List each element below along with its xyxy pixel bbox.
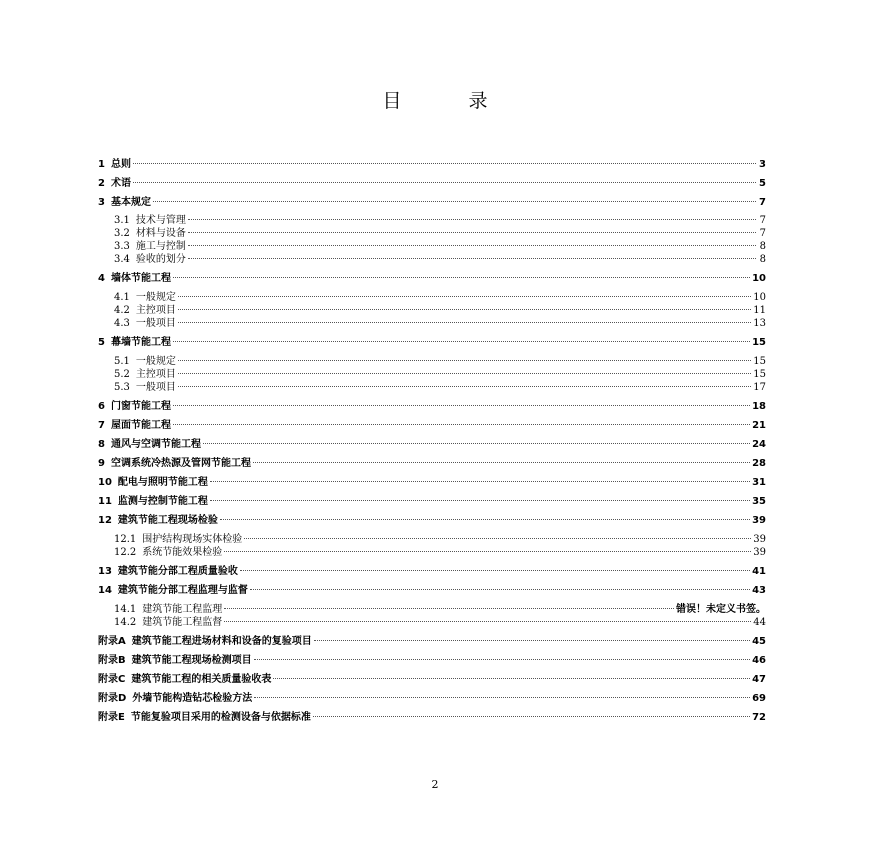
toc-entry[interactable] (98, 381, 766, 394)
toc-entry-number: 4 (98, 273, 105, 284)
dot-leader (254, 696, 750, 698)
toc-entry-label: 施工与控制 (135, 241, 186, 252)
dot-leader (178, 385, 751, 387)
toc-entry[interactable] (98, 533, 766, 546)
dot-leader (178, 308, 751, 310)
toc-entry-number: 4.1 (114, 292, 130, 303)
toc-entry-label: 术语 (110, 178, 131, 189)
dot-leader (224, 550, 751, 552)
toc-entry-number: 4.3 (114, 318, 130, 329)
toc-entry[interactable] (98, 317, 766, 330)
toc-entry-number: 14 (98, 585, 112, 596)
dot-leader (173, 276, 750, 278)
toc-entry-number: 附录C (98, 674, 126, 685)
toc-entry-number: 1 (98, 159, 105, 170)
toc-entry-page: 7 (759, 197, 766, 208)
toc-entry-label: 墙体节能工程 (110, 273, 171, 284)
toc-entry-number: 13 (98, 566, 112, 577)
toc-entry-number: 14.1 (114, 604, 137, 615)
toc-entry-page: 7 (759, 228, 766, 239)
dot-leader (133, 181, 756, 183)
toc-entry-page: 69 (752, 693, 766, 704)
toc-entry-number: 3.4 (114, 254, 130, 265)
toc-entry-label: 一般项目 (135, 382, 176, 393)
dot-leader (188, 218, 756, 220)
toc-entry-page: 28 (752, 458, 766, 469)
dot-leader (188, 257, 756, 259)
toc-entry-page: 45 (752, 636, 766, 647)
toc-entry-page: 44 (753, 617, 766, 628)
dot-leader (244, 537, 751, 539)
toc-entry-page: 8 (759, 254, 766, 265)
toc-entry-label: 验收的划分 (135, 254, 186, 265)
toc-entry[interactable] (98, 692, 766, 705)
toc-entry-label: 监测与控制节能工程 (117, 496, 208, 507)
toc-entry-page: 24 (752, 439, 766, 450)
toc-entry-label: 材料与设备 (135, 228, 186, 239)
toc-entry-label: 节能复验项目采用的检测设备与依据标准 (130, 712, 311, 723)
toc-entry[interactable] (98, 584, 766, 597)
dot-leader (178, 372, 751, 374)
toc-entry[interactable] (98, 603, 766, 616)
toc-entry-page: 39 (752, 515, 766, 526)
dot-leader (253, 461, 750, 463)
toc-entry-number: 12.2 (114, 547, 137, 558)
toc-entry[interactable] (98, 158, 766, 171)
dot-leader (273, 677, 750, 679)
page-title: 目 录 (382, 90, 512, 112)
toc-entry[interactable] (98, 514, 766, 527)
toc-entry[interactable] (98, 304, 766, 317)
toc-entry[interactable] (98, 565, 766, 578)
dot-leader (188, 231, 756, 233)
toc-entry-number: 5.2 (114, 369, 130, 380)
dot-leader (153, 200, 756, 202)
toc-entry[interactable] (98, 240, 766, 253)
toc-entry-page: 10 (752, 273, 766, 284)
toc-entry-number: 7 (98, 420, 105, 431)
toc-entry-page: 41 (752, 566, 766, 577)
toc-entry-label: 空调系统冷热源及管网节能工程 (110, 458, 251, 469)
toc-entry-label: 门窗节能工程 (110, 401, 171, 412)
toc-entry[interactable] (98, 368, 766, 381)
toc-entry-page: 15 (752, 337, 766, 348)
toc-entry-number: 3 (98, 197, 105, 208)
toc-entry-number: 附录B (98, 655, 126, 666)
toc-entry[interactable] (98, 336, 766, 349)
toc-entry-number: 5.3 (114, 382, 130, 393)
toc-entry-label: 一般规定 (135, 292, 176, 303)
toc-entry-page: 46 (752, 655, 766, 666)
toc-entry[interactable] (98, 214, 766, 227)
toc-entry-label: 系统节能效果检验 (142, 547, 223, 558)
dot-leader (203, 442, 750, 444)
dot-leader (224, 620, 751, 622)
toc-entry-number: 附录D (98, 693, 127, 704)
toc-entry-number: 11 (98, 496, 112, 507)
toc-entry-number: 3.2 (114, 228, 130, 239)
dot-leader (178, 359, 751, 361)
toc-entry-number: 12.1 (114, 534, 137, 545)
toc-entry-label: 建筑节能分部工程质量验收 (117, 566, 238, 577)
toc-entry-page: 13 (753, 318, 766, 329)
toc-entry-number: 5.1 (114, 356, 130, 367)
toc-entry-page: 8 (759, 241, 766, 252)
toc-entry-page: 错误！未定义书签。 (676, 604, 766, 615)
toc-entry-number: 3.1 (114, 215, 130, 226)
dot-leader (178, 295, 751, 297)
toc-entry-label: 围护结构现场实体检验 (142, 534, 243, 545)
toc-entry[interactable] (98, 196, 766, 209)
toc-entry-number: 5 (98, 337, 105, 348)
toc-entry[interactable] (98, 227, 766, 240)
toc-entry-page: 35 (752, 496, 766, 507)
toc-entry-label: 建筑节能工程的相关质量验收表 (131, 674, 272, 685)
dot-leader (173, 340, 750, 342)
toc-entry-label: 基本规定 (110, 197, 151, 208)
dot-leader (224, 607, 674, 609)
toc-entry-label: 主控项目 (135, 305, 176, 316)
toc-entry-page: 15 (753, 369, 766, 380)
toc-entry-number: 附录E (98, 712, 125, 723)
toc-entry-label: 总则 (110, 159, 131, 170)
toc-entry-label: 建筑节能工程进场材料和设备的复验项目 (131, 636, 312, 647)
toc-entry-number: 14.2 (114, 617, 137, 628)
toc-entry[interactable] (98, 546, 766, 559)
toc-entry-label: 通风与空调节能工程 (110, 439, 201, 450)
toc-entry-label: 建筑节能工程现场检测项目 (131, 655, 252, 666)
dot-leader (314, 639, 750, 641)
toc-entry-label: 一般项目 (135, 318, 176, 329)
toc-entry[interactable] (98, 616, 766, 629)
toc-entry-number: 10 (98, 477, 112, 488)
dot-leader (178, 321, 751, 323)
toc-entry-number: 2 (98, 178, 105, 189)
toc-entry-page: 43 (752, 585, 766, 596)
toc-entry[interactable] (98, 673, 766, 686)
toc-entry-page: 11 (753, 305, 766, 316)
toc-entry[interactable] (98, 495, 766, 508)
page-number: 2 (431, 778, 439, 791)
toc-entry-label: 建筑节能分部工程监理与监督 (117, 585, 248, 596)
toc-entry[interactable] (98, 457, 766, 470)
toc-entry[interactable] (98, 253, 766, 266)
toc-entry-number: 3.3 (114, 241, 130, 252)
toc-entry-page: 17 (753, 382, 766, 393)
dot-leader (254, 658, 750, 660)
toc-entry-label: 配电与照明节能工程 (117, 477, 208, 488)
toc-entry-page: 5 (759, 178, 766, 189)
dot-leader (210, 480, 750, 482)
dot-leader (188, 244, 756, 246)
toc-entry-page: 21 (752, 420, 766, 431)
toc-entry-label: 建筑节能工程现场检验 (117, 515, 218, 526)
toc-entry-page: 15 (753, 356, 766, 367)
toc-entry-page: 47 (752, 674, 766, 685)
toc-entry-page: 72 (752, 712, 766, 723)
toc-entry[interactable] (98, 355, 766, 368)
toc-entry[interactable] (98, 654, 766, 667)
toc-entry-label: 建筑节能工程监理 (142, 604, 223, 615)
toc-entry-page: 7 (759, 215, 766, 226)
toc-entry-number: 附录A (98, 636, 126, 647)
toc-entry[interactable] (98, 711, 766, 724)
dot-leader (220, 518, 750, 520)
toc-entry-page: 39 (753, 534, 766, 545)
dot-leader (173, 404, 750, 406)
toc-entry-label: 主控项目 (135, 369, 176, 380)
toc-entry[interactable] (98, 476, 766, 489)
toc-entry-label: 幕墙节能工程 (110, 337, 171, 348)
toc-entry-page: 3 (759, 159, 766, 170)
toc-entry[interactable] (98, 419, 766, 432)
dot-leader (240, 569, 750, 571)
dot-leader (313, 715, 750, 717)
toc-entry-number: 8 (98, 439, 105, 450)
dot-leader (173, 423, 750, 425)
toc-entry-label: 外墙节能构造钻芯检验方法 (132, 693, 253, 704)
toc-entry-page: 18 (752, 401, 766, 412)
toc-entry-number: 6 (98, 401, 105, 412)
toc-entry-page: 31 (752, 477, 766, 488)
dot-leader (250, 588, 750, 590)
toc-entry-number: 9 (98, 458, 105, 469)
toc-entry-label: 技术与管理 (135, 215, 186, 226)
toc-entry-number: 12 (98, 515, 112, 526)
toc-entry-page: 39 (753, 547, 766, 558)
dot-leader (133, 162, 756, 164)
toc-entry[interactable] (98, 291, 766, 304)
toc-entry-label: 建筑节能工程监督 (142, 617, 223, 628)
toc-entry-label: 一般规定 (135, 356, 176, 367)
toc-entry[interactable] (98, 272, 766, 285)
toc-entry-number: 4.2 (114, 305, 130, 316)
toc-entry[interactable] (98, 635, 766, 648)
toc-entry-page: 10 (753, 292, 766, 303)
toc-entry[interactable] (98, 438, 766, 451)
toc-entry-label: 屋面节能工程 (110, 420, 171, 431)
toc-entry[interactable] (98, 400, 766, 413)
dot-leader (210, 499, 750, 501)
toc-entry[interactable] (98, 177, 766, 190)
